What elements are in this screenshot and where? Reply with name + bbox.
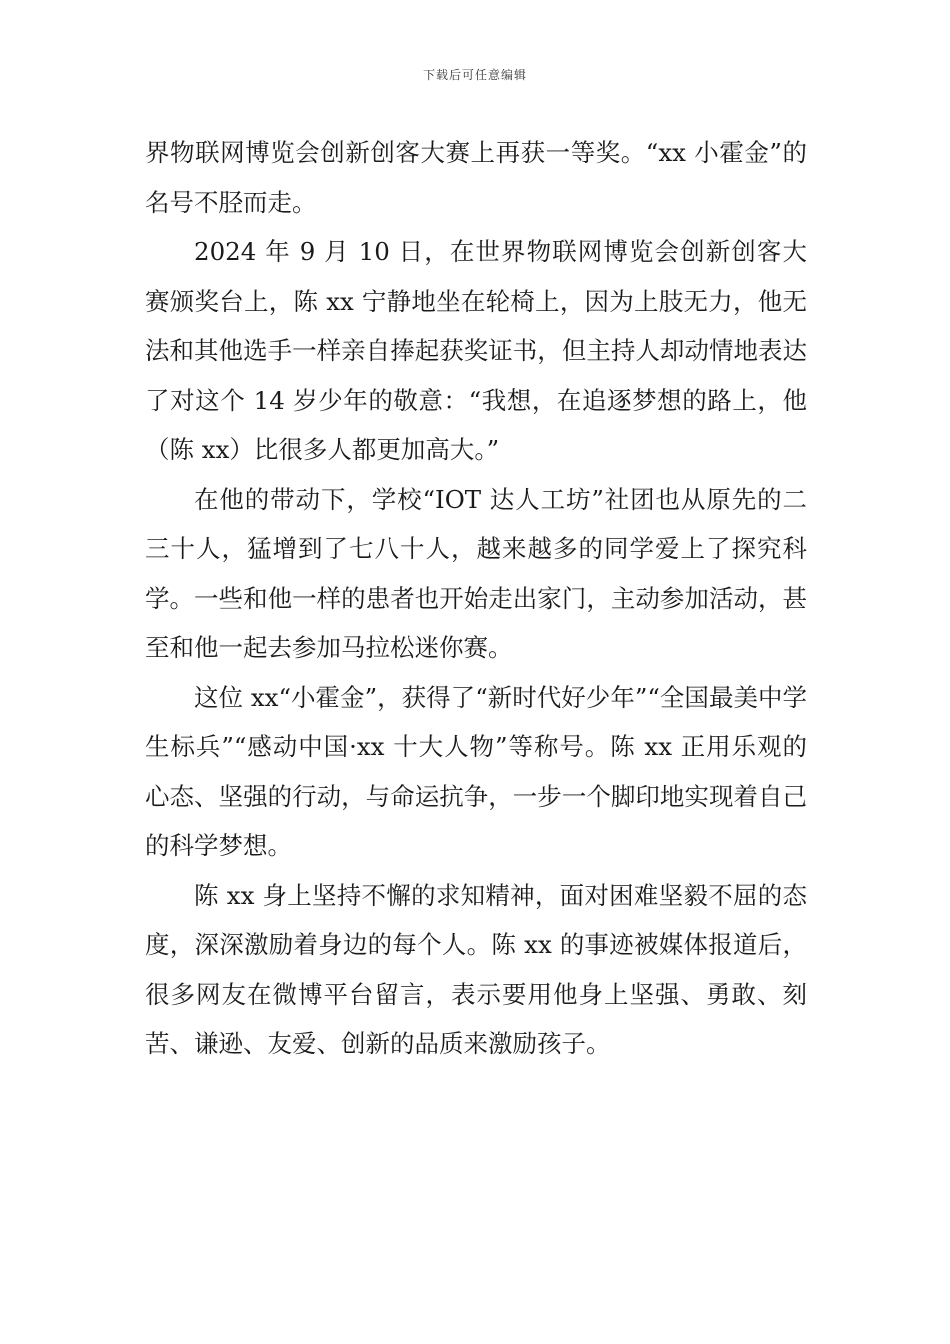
paragraph-award-ceremony: 2024 年 9 月 10 日，在世界物联网博览会创新创客大赛颁奖台上，陈 xx 宁静地坐在轮椅上，因为上肢无力，他无法和其他选手一样亲自捧起获奖证书，但主持人却动情地表达了对这个 14 岁少年的敬意：“我想，在追逐梦想的路上，他（陈 xx）比很多人都更加高大。”: [145, 237, 807, 464]
document-body: [145, 128, 807, 1069]
paragraph-continuation: 界物联网博览会创新创客大赛上再获一等奖。“xx 小霍金”的名号不胫而走。: [145, 138, 807, 217]
paragraph-honors: 这位 xx“小霍金”，获得了“新时代好少年”“全国最美中学生标兵”“感动中国·xx 十大人物”等称号。陈 xx 正用乐观的心态、坚强的行动，与命运抗争，一步一个脚印地实现着自己的科学梦想。: [145, 682, 807, 860]
page-header-note: 下载后可任意编辑: [422, 68, 527, 82]
paragraph-inspiration: 陈 xx 身上坚持不懈的求知精神，面对困难坚毅不屈的态度，深深激励着身边的每个人。陈 xx 的事迹被媒体报道后，很多网友在微博平台留言，表示要用他身上坚强、勇敢、刻苦、谦逊、友爱、创新的品质来激励孩子。: [145, 880, 807, 1058]
paragraph-club-growth: 在他的带动下，学校“IOT 达人工坊”社团也从原先的二三十人，猛增到了七八十人，越来越多的同学爱上了探究科学。一些和他一样的患者也开始走出家门，主动参加活动，甚至和他一起去参加马拉松迷你赛。: [145, 484, 807, 662]
